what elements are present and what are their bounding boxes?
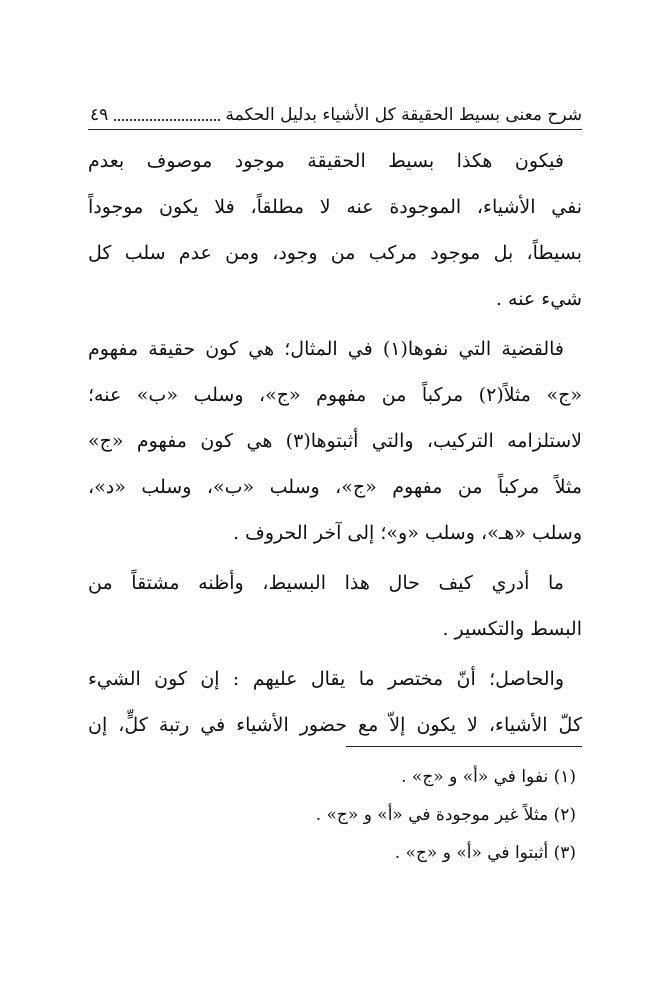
text-line: وسلب «هـ»، وسلب «و»؛ إلى آخر الحروف . bbox=[233, 522, 582, 544]
footnote-divider bbox=[346, 746, 582, 747]
footnotes bbox=[88, 758, 582, 872]
text-line: «ج» مثلاً(٢) مركباً من مفهوم «ج»، وسلب «ب» عنه؛ bbox=[88, 384, 582, 406]
main-text bbox=[88, 138, 582, 748]
running-header-title: شرح معنى بسيط الحقيقة كل الأشياء بدليل الحكمة bbox=[225, 105, 582, 125]
text-line: شيء عنه . bbox=[495, 288, 582, 310]
running-header bbox=[90, 98, 582, 126]
page-number: ٤٩ bbox=[90, 105, 109, 125]
header-divider bbox=[88, 129, 582, 130]
text-line: نفي الأشياء، الموجودة عنه لا مطلقاً، فلا يكون موجوداً bbox=[88, 196, 582, 218]
footnote: (١) نفوا في «أ» و «ج» . bbox=[401, 767, 576, 787]
text-line: البسط والتكسير . bbox=[442, 618, 582, 640]
header-dot-leader bbox=[114, 118, 219, 121]
text-line: بسيطاً، بل موجود مركب من وجود، ومن عدم سلب كل bbox=[88, 242, 582, 264]
text-line: مثلاً مركباً من مفهوم «ج»، وسلب «ب»، وسلب «د»، bbox=[88, 476, 582, 498]
text-line: فالقضية التي نفوها(١) في المثال؛ هي كون حقيقة مفهوم bbox=[88, 338, 565, 360]
footnote: (٣) أثبتوا في «أ» و «ج» . bbox=[394, 843, 576, 863]
text-line: والحاصل؛ أنّ مختصر ما يقال عليهم : إن كون الشيء bbox=[88, 668, 564, 690]
text-line: لاستلزامه التركيب، والتي أثبتوها(٣) هي كون مفهوم «ج» bbox=[88, 430, 582, 452]
footnote: (٢) مثلاً غير موجودة في «أ» و «ج» . bbox=[315, 805, 576, 825]
text-line: ما أدري كيف حال هذا البسيط، وأظنه مشتقاً من bbox=[88, 572, 564, 594]
text-line: فيكون هكذا بسيط الحقيقة موجود موصوف بعدم bbox=[88, 150, 564, 172]
text-line: كلّ الأشياء، لا يكون إلاّ مع حضور الأشياء في رتبة كلٍّ، إن bbox=[88, 714, 582, 736]
